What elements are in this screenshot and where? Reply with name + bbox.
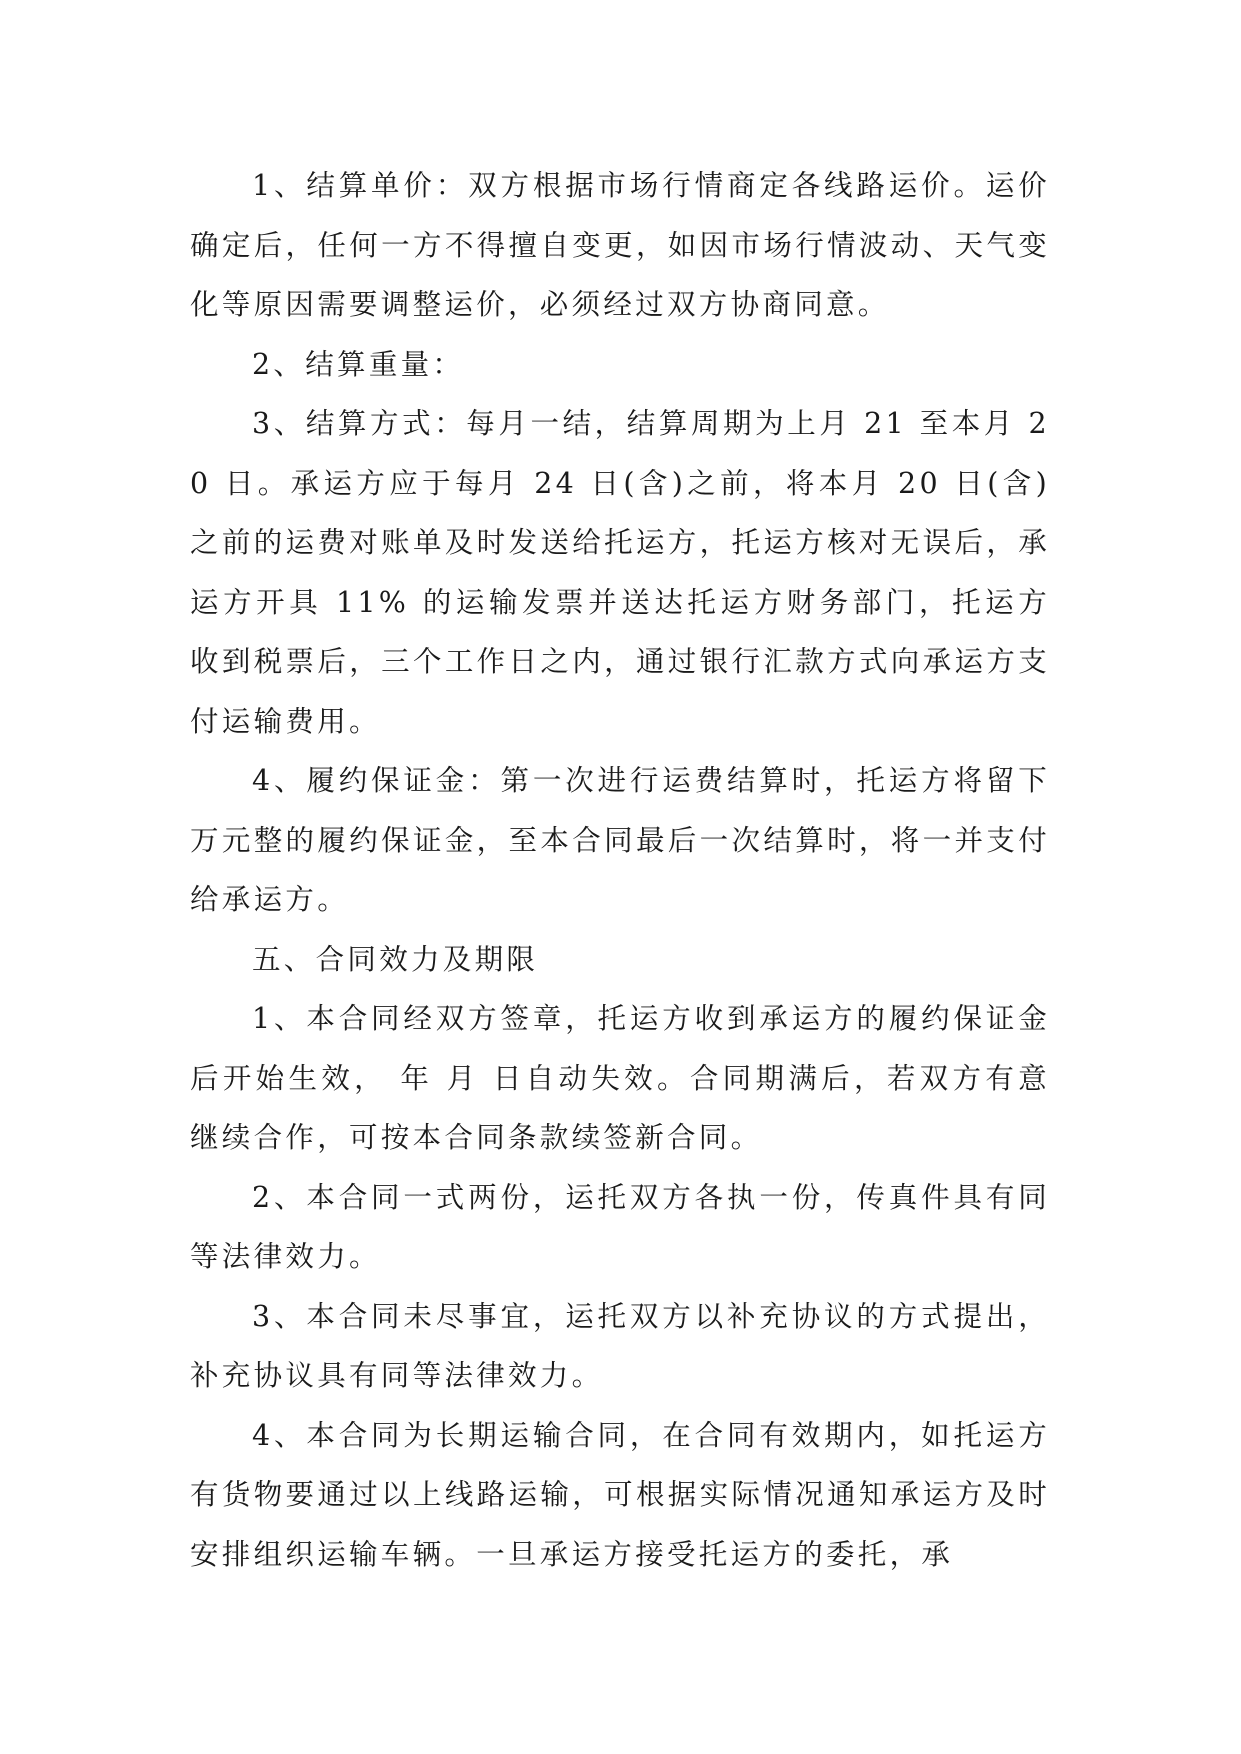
clause-settlement-weight: 2、结算重量： [252, 347, 465, 381]
clause-supplementary-agreement: 3、本合同未尽事宜，运托双方以补充协议的方式提出，补充协议具有同等法律效力。 [190, 1299, 1050, 1392]
clause-effectiveness: 1、本合同经双方签章，托运方收到承运方的履约保证金后开始生效， 年 月 日自动失效。合同期满后，若双方有意继续合作，可按本合同条款续签新合同。 [190, 1002, 1050, 1154]
clause-long-term-contract: 4、本合同为长期运输合同，在合同有效期内，如托运方有货物要通过以上线路运输，可根据实际情况通知承运方及时安排组织运输车辆。一旦承运方接受托运方的委托，承 [190, 1418, 1050, 1571]
clause-settlement-method: 3、结算方式：每月一结，结算周期为上月 21 至本月 20 日。承运方应于每月 24 日(含)之前，将本月 20 日(含)之前的运费对账单及时发送给托运方，托运方核对无误后，承运方开具 11% 的运输发票并送达托运方财务部门，托运方收到税票后，三个工作日之内，通过银行汇款方式向承运方支付运输费用。 [190, 407, 1050, 738]
document-body [190, 156, 1050, 1584]
section-heading-validity-term: 五、合同效力及期限 [252, 942, 539, 976]
clause-settlement-unit-price: 1、结算单价：双方根据市场行情商定各线路运价。运价确定后，任何一方不得擅自变更，如因市场行情波动、天气变化等原因需要调整运价，必须经过双方协商同意。 [190, 169, 1050, 321]
clause-copies: 2、本合同一式两份，运托双方各执一份，传真件具有同等法律效力。 [190, 1180, 1050, 1273]
clause-performance-bond: 4、履约保证金：第一次进行运费结算时，托运方将留下 万元整的履约保证金，至本合同最后一次结算时，将一并支付给承运方。 [190, 764, 1050, 916]
